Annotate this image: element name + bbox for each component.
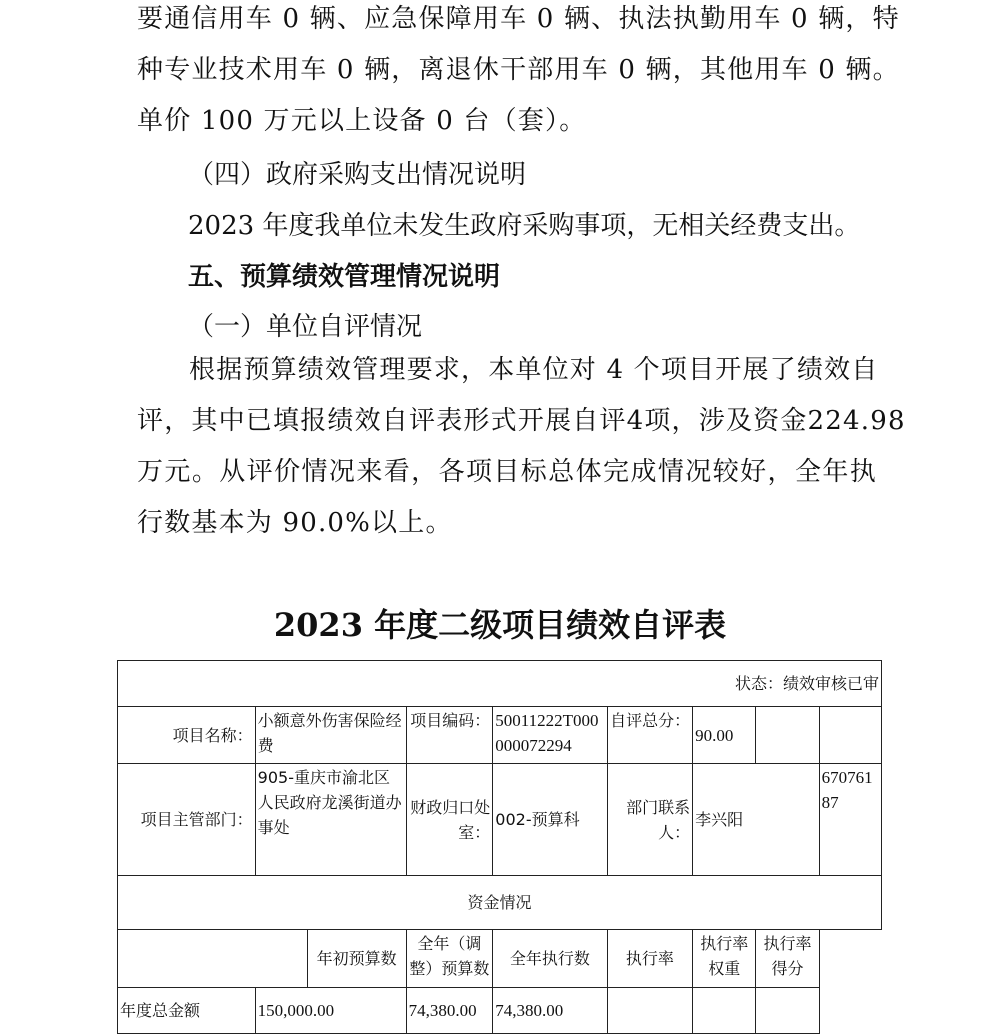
- col-adjusted-budget: 全年（调整）预算数: [406, 930, 493, 988]
- text-line: 万元。从评价情况来看，各项目标总体完成情况较好，全年执: [137, 457, 877, 487]
- status-row: [118, 661, 882, 707]
- col-rate-score: 执行率得分: [756, 930, 819, 988]
- finance-office-label: 财政归口处室：: [406, 764, 493, 876]
- contact-name: 李兴阳: [693, 764, 819, 876]
- column-header-row: [118, 930, 882, 988]
- empty-cell: [607, 988, 693, 1034]
- col-exec-rate: 执行率: [607, 930, 693, 988]
- empty-cell: [819, 707, 881, 764]
- performance-table: [117, 660, 882, 1034]
- empty-cell: [118, 930, 308, 988]
- text-line: 行数基本为 90.0%以上。: [137, 508, 453, 538]
- row-total-adjusted: 74,380.00: [406, 988, 493, 1034]
- col-actual: 全年执行数: [493, 930, 607, 988]
- contact-label: 部门联系人：: [607, 764, 693, 876]
- row-total-initial: 150,000.00: [255, 988, 406, 1034]
- project-name-label: 项目名称：: [118, 707, 256, 764]
- self-score: 90.00: [693, 707, 756, 764]
- vehicle-paragraph: [137, 0, 900, 147]
- heading-self-evaluation: （一）单位自评情况: [188, 312, 423, 342]
- row-total-actual: 74,380.00: [493, 988, 607, 1034]
- phone-number: 67076187: [819, 764, 881, 876]
- procurement-text: 2023 年度我单位未发生政府采购事项，无相关经费支出。: [188, 211, 861, 241]
- empty-cell: [756, 988, 819, 1034]
- table-title: 2023 年度二级项目绩效自评表: [273, 606, 727, 644]
- status-text: 状态：绩效审核已审: [118, 661, 882, 707]
- table-row: [118, 988, 882, 1034]
- table-row: [118, 707, 882, 764]
- heading-section-5: 五、预算绩效管理情况说明: [188, 262, 501, 292]
- project-code-label: 项目编码：: [406, 707, 493, 764]
- text-line: 种专业技术用车 0 辆，离退休干部用车 0 辆，其他用车 0 辆。: [137, 55, 900, 85]
- project-name: 小额意外伤害保险经费: [255, 707, 406, 764]
- heading-procurement: （四）政府采购支出情况说明: [188, 160, 527, 190]
- text-line: 根据预算绩效管理要求，本单位对 4 个项目开展了绩效自: [189, 355, 879, 385]
- col-rate-weight: 执行率权重: [693, 930, 756, 988]
- project-code: 50011222T000000072294: [493, 707, 607, 764]
- col-initial-budget: 年初预算数: [307, 930, 406, 988]
- dept-name: 905-重庆市渝北区人民政府龙溪街道办事处: [255, 764, 406, 876]
- table-row: [118, 764, 882, 876]
- dept-label: 项目主管部门：: [118, 764, 256, 876]
- empty-cell: [693, 988, 756, 1034]
- funds-header: 资金情况: [118, 876, 882, 930]
- evaluation-paragraph: [137, 345, 906, 549]
- text-line: 要通信用车 0 辆、应急保障用车 0 辆、执法执勤用车 0 辆，特: [137, 4, 900, 34]
- text-line: 评，其中已填报绩效自评表形式开展自评4项，涉及资金224.98: [137, 406, 906, 436]
- text-line: 单价 100 万元以上设备 0 台（套）。: [137, 106, 587, 136]
- self-score-label: 自评总分：: [607, 707, 693, 764]
- finance-office: 002-预算科: [493, 764, 607, 876]
- funds-header-row: [118, 876, 882, 930]
- empty-cell: [756, 707, 819, 764]
- row-total-label: 年度总金额: [118, 988, 256, 1034]
